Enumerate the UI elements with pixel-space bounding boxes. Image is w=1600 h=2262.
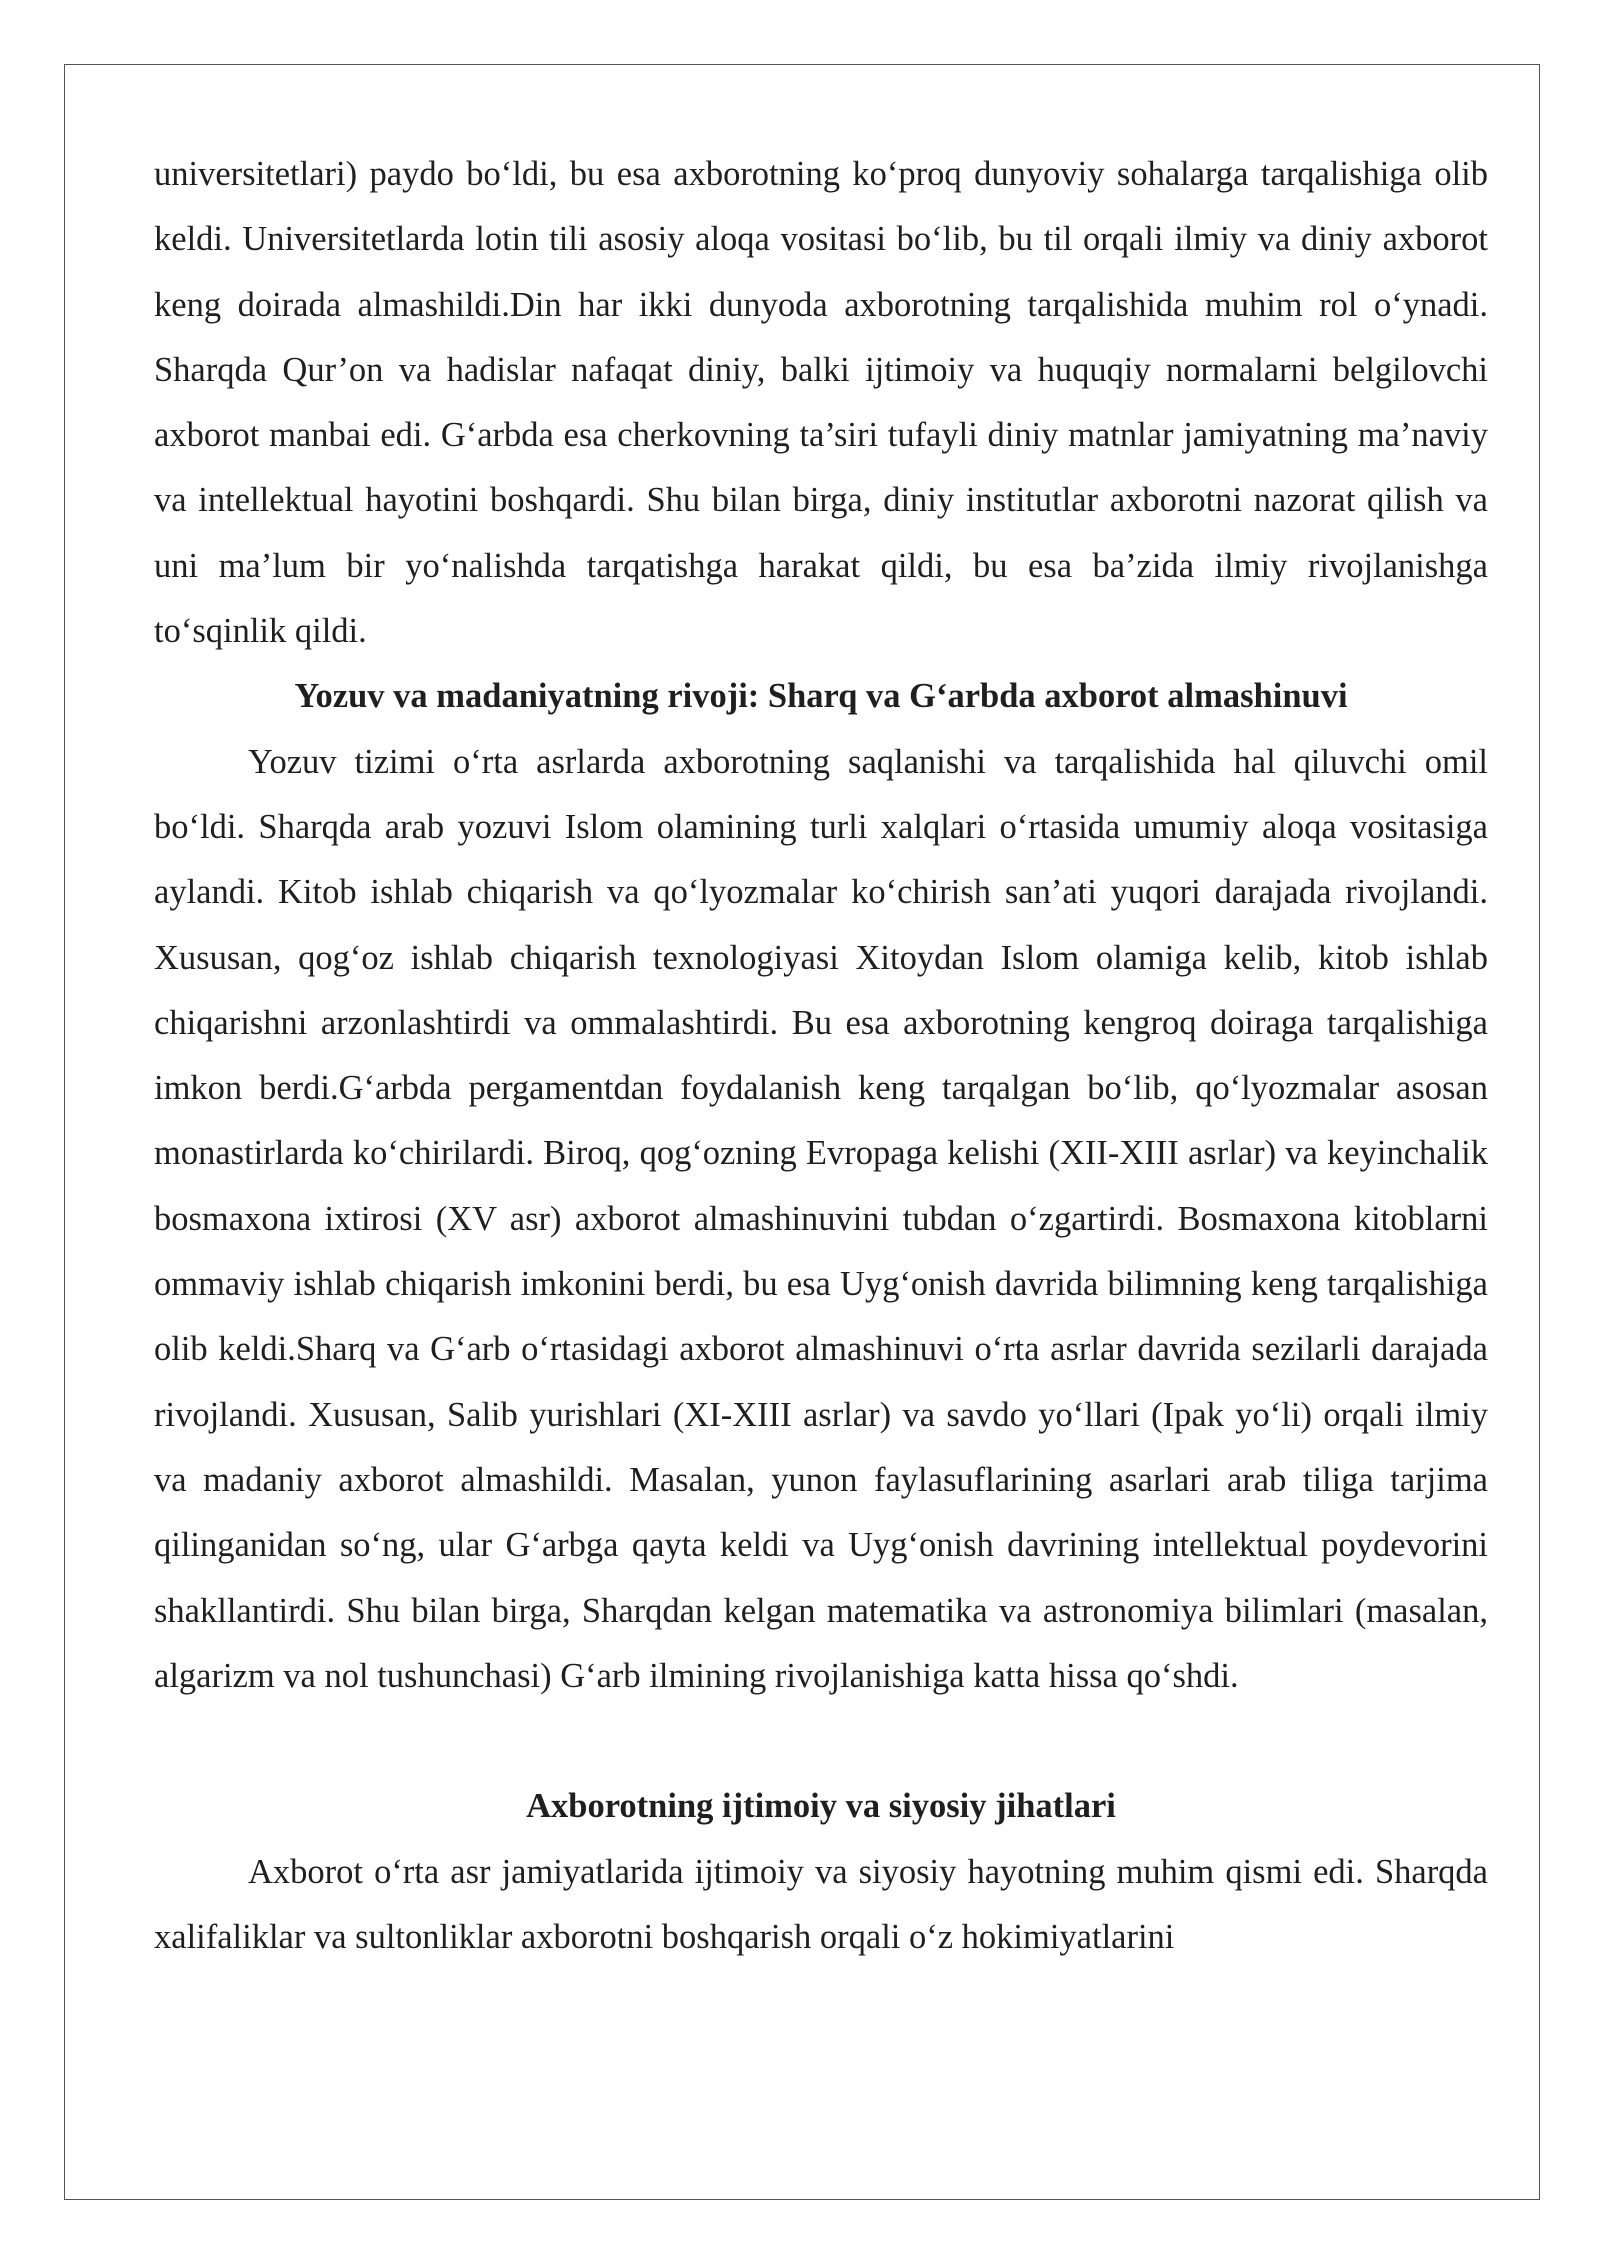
document-body — [154, 142, 1488, 1970]
paragraph-writing-systems: Yozuv tizimi o‘rta asrlarda axborotning saqlanishi va tarqalishida hal qiluvchi omil bo‘ldi. Sharqda arab yozuvi Islom olamining turli xalqlari o‘rtasida umumiy aloqa vositasiga aylandi. Kitob ishlab chiqarish va qo‘lyozmalar ko‘chirish san’ati yuqori darajada rivojlandi. Xususan, qog‘oz ishlab chiqarish texnologiyasi Xitoydan Islom olamiga kelib, kitob ishlab chiqarishni arzonlashtirdi va ommalashtirdi. Bu esa axborotning kengroq doiraga tarqalishiga imkon berdi.G‘arbda pergamentdan foydalanish keng tarqalgan bo‘lib, qo‘lyozmalar asosan monastirlarda ko‘chirilardi. Biroq, qog‘ozning Evropaga kelishi (XII-XIII asrlar) va keyinchalik bosmaxona ixtirosi (XV asr) axborot almashinuvini tubdan o‘zgartirdi. Bosmaxona kitoblarni ommaviy ishlab chiqarish imkonini berdi, bu esa Uyg‘onish davrida bilimning keng tarqalishiga olib keldi.Sharq va G‘arb o‘rtasidagi axborot almashinuvi o‘rta asrlar davrida sezilarli darajada rivojlandi. Xususan, Salib yurishlari (XI-XIII asrlar) va savdo yo‘llari (Ipak yo‘li) orqali ilmiy va madaniy axborot almashildi. Masalan, yunon faylasuflarining asarlari arab tiliga tarjima qilinganidan so‘ng, ular G‘arbga qayta keldi va Uyg‘onish davrining intellektual poydevorini shakllantirdi. Shu bilan birga, Sharqdan kelgan matematika va astronomiya bilimlari (masalan, algarizm va nol tushunchasi) G‘arb ilmining rivojlanishiga katta hissa qo‘shdi. — [154, 742, 1488, 1695]
section-heading-social-political: Axborotning ijtimoiy va siyosiy jihatlari — [526, 1787, 1116, 1826]
paragraph-universities-religion: universitetlari) paydo bo‘ldi, bu esa axborotning ko‘proq dunyoviy sohalarga tarqalishiga olib keldi. Universitetlarda lotin tili asosiy aloqa vositasi bo‘lib, bu til orqali ilmiy va diniy axborot keng doirada almashildi.Din har ikki dunyoda axborotning tarqalishida muhim rol o‘ynadi. Sharqda Qur’on va hadislar nafaqat diniy, balki ijtimoiy va huquqiy normalarni belgilovchi axborot manbai edi. G‘arbda esa cherkovning ta’siri tufayli diniy matnlar jamiyatning ma’naviy va intellektual hayotini boshqardi. Shu bilan birga, diniy institutlar axborotni nazorat qilish va uni ma’lum bir yo‘nalishda tarqatishga harakat qildi, bu esa ba’zida ilmiy rivojlanishga to‘sqinlik qildi. — [154, 155, 1488, 651]
paragraph-social-political: Axborot o‘rta asr jamiyatlarida ijtimoiy va siyosiy hayotning muhim qismi edi. Sharqda xalifaliklar va sultonliklar axborotni boshqarish orqali o‘z hokimiyatlarini — [154, 1852, 1488, 1957]
section-heading-writing-culture: Yozuv va madaniyatning rivoji: Sharq va G‘arbda axborot almashinuvi — [294, 677, 1348, 716]
